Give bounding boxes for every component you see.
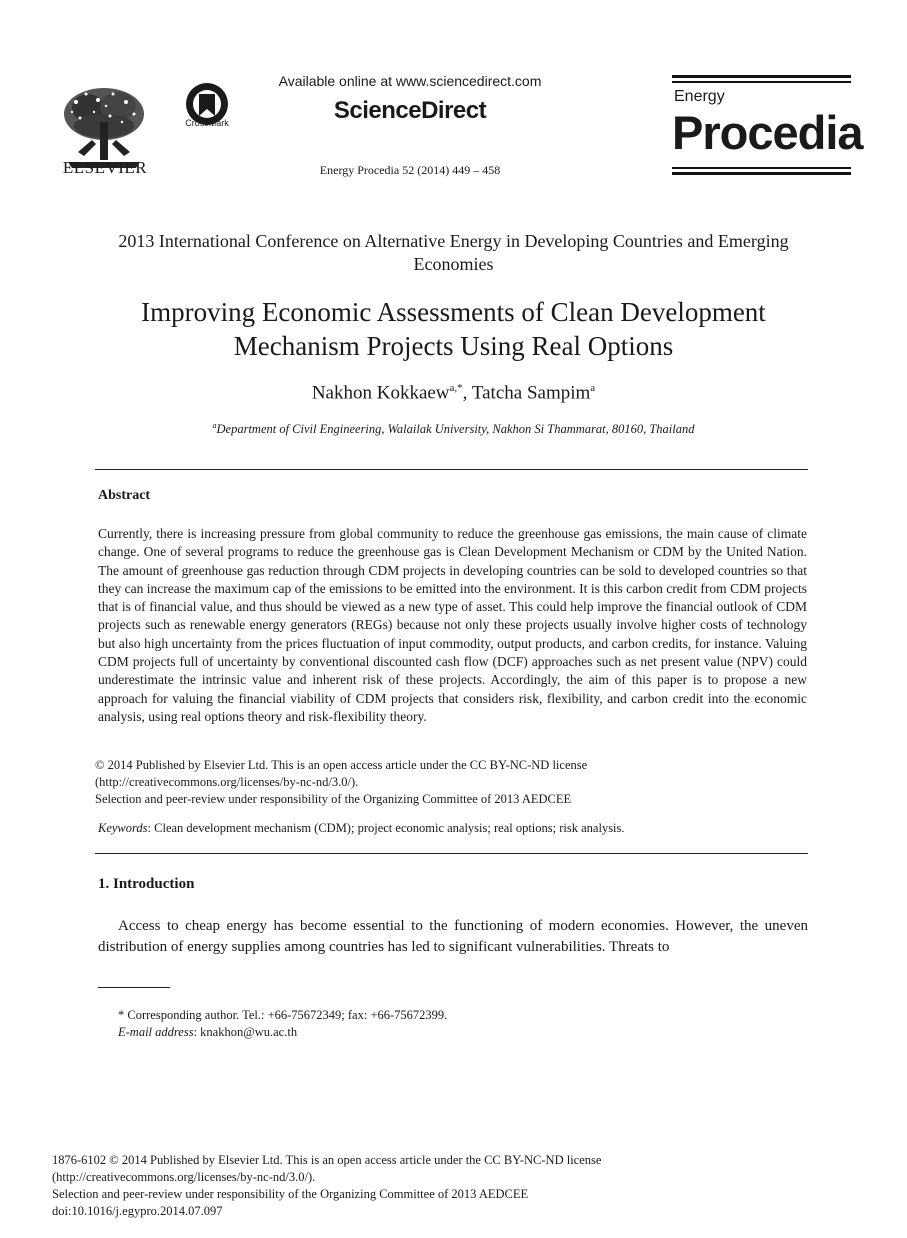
affiliation-superscript: a [212,421,217,430]
journal-name-energy: Energy [674,88,725,105]
email-label: E-mail address [118,1025,194,1039]
paper-title: Improving Economic Assessments of Clean Development Mechanism Projects Using Real Options [141,297,766,361]
introduction-text: Access to cheap energy has become essential to the functioning of modern economies. However, the uneven distribution of energy supplies among countries has led to significant vulnerabilities. Threats to [98,918,808,955]
bottom-license-block [52,1152,852,1220]
doi[interactable]: doi:10.1016/j.egypro.2014.07.097 [52,1204,223,1218]
sciencedirect-logo[interactable]: ScienceDirect [333,97,487,124]
bottom-license-line: 1876-6102 © 2014 Published by Elsevier Ltd. This is an open access article under the CC BY-NC-ND license [52,1153,602,1167]
author-list [100,382,807,404]
abstract-heading: Abstract [98,488,151,503]
bottom-license-link[interactable]: (http://creativecommons.org/licenses/by-nc-nd/3.0/). [52,1170,316,1184]
author-name: Nakhon Kokkaew [311,382,450,404]
crossmark-label: CrossMark [185,118,229,128]
email-value[interactable]: : knakhon@wu.ac.th [193,1025,298,1039]
author-superscript: a,* [449,382,463,394]
divider [95,853,808,854]
license-line: Selection and peer-review under responsibility of the Organizing Committee of 2013 AEDCEE [95,792,572,806]
affiliation [100,421,807,437]
divider [95,469,808,470]
footnote-email [118,1025,297,1040]
footnote-corresponding-author: * Corresponding author. Tel.: +66-75672349; fax: +66-75672399. [118,1008,448,1022]
affiliation-text: Department of Civil Engineering, Walailak University, Nakhon Si Thammarat, 80160, Thailand [216,422,695,437]
author-separator: , [462,382,472,404]
conference-name: 2013 International Conference on Alternative Energy in Developing Countries and Emerging Economies [118,231,789,274]
publisher-name: ELSEVIER [62,158,148,177]
bottom-license-line: Selection and peer-review under responsibility of the Organizing Committee of 2013 AEDCEE [52,1187,529,1201]
footnote-divider [98,987,170,988]
journal-name-procedia: Procedia [672,106,863,159]
keywords [98,821,807,836]
author-name: Tatcha Sampim [471,382,591,404]
keywords-label: Keywords [98,821,148,835]
license-line: © 2014 Published by Elsevier Ltd. This is an open access article under the CC BY-NC-ND license [95,758,588,772]
abstract-text: Currently, there is increasing pressure from global community to reduce the greenhouse gas emissions, the main cause of climate change. One of several programs to reduce the greenhouse gas is Clean Development Mechanism or CDM by the United Nation. The amount of greenhouse gas reduction through CDM projects in developing countries can be sold to developed countries so that they can increase the maximum cap of the emissions to be emitted into the environment. It is this carbon credit from CDM projects that is of financial value, and thus should be viewed as a new type of asset. This could help improve the financial outlook of CDM projects such as renewable energy generators (REGs) because not only these projects usually involve higher costs of technology but also high uncertainty from the prices fluctuation of input commodity, output products, and carbon credits, for instance. Valuing CDM projects full of uncertainty by conventional discounted cash flow (DCF) approaches such as net present value (NPV) could underestimate the intrinsic value and inherent risk of these projects. Accordingly, the aim of this paper is to propose a new approach for valuing the financial viability of CDM projects that considers risk, flexibility, and carbon credit into the economic analysis, using real options theory and risk-flexibility theory. [98,526,807,724]
section-heading-introduction: 1. Introduction [98,876,195,892]
author-superscript: a [590,382,596,394]
journal-citation: Energy Procedia 52 (2014) 449 – 458 [319,163,501,177]
available-online-text: Available online at www.sciencedirect.com [278,73,542,89]
license-block [95,757,807,808]
keywords-text: : Clean development mechanism (CDM); project economic analysis; real options; risk analysis. [147,821,625,835]
license-link[interactable]: (http://creativecommons.org/licenses/by-nc-nd/3.0/). [95,775,359,789]
